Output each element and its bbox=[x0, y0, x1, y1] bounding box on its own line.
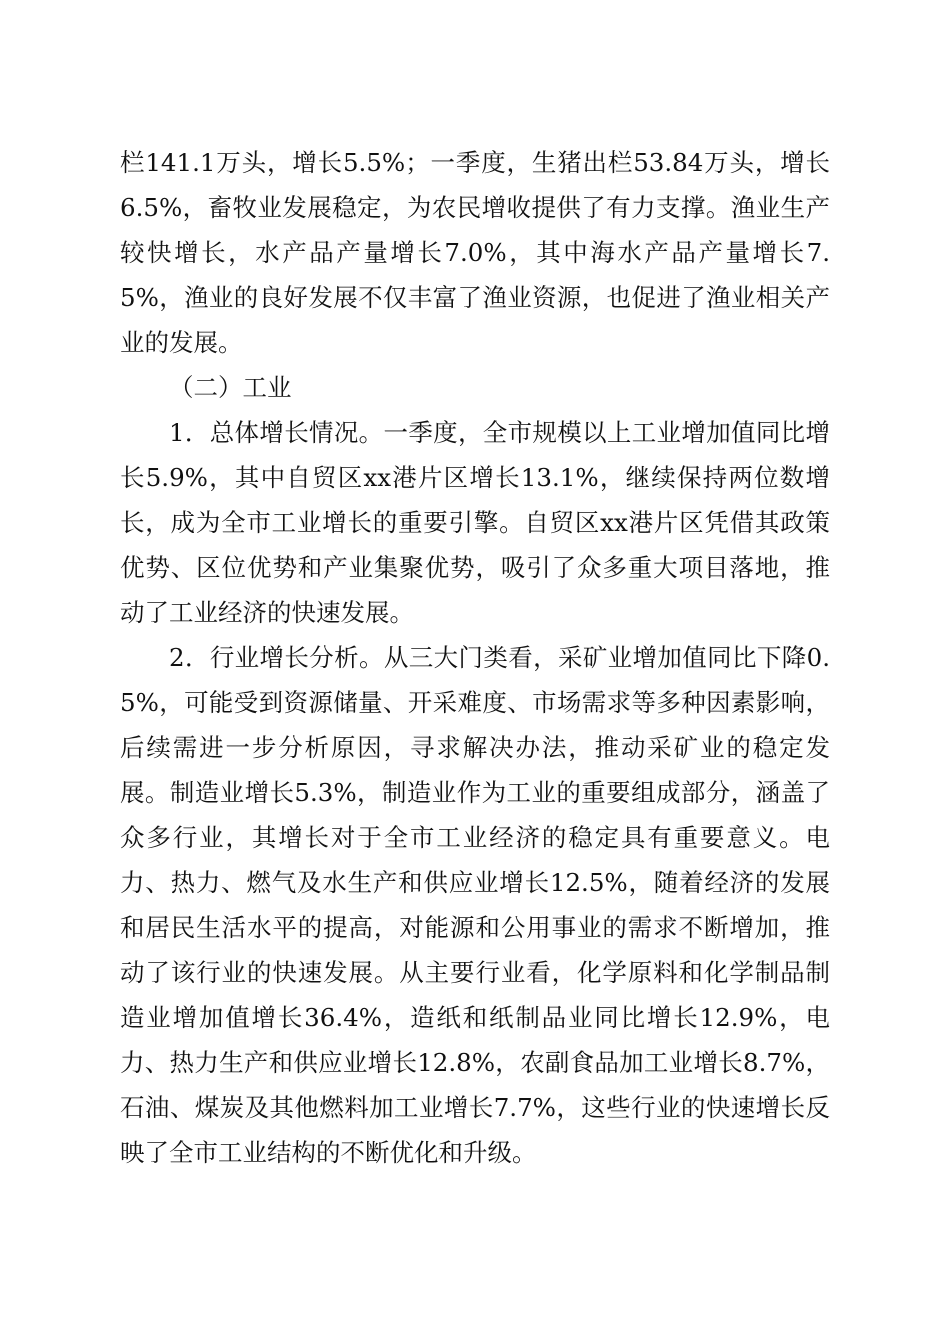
paragraph-livestock-fishery: 栏141.1万头，增长5.5%；一季度，生猪出栏53.84万头，增长6.5%，畜牧业发展稳定，为农民增收提供了有力支撑。渔业生产较快增长，水产品产量增长7.0%，其中海水产品产量增长7.5%，渔业的良好发展不仅丰富了渔业资源，也促进了渔业相关产业的发展。 bbox=[120, 148, 830, 357]
paragraph-overall-growth: 1．总体增长情况。一季度，全市规模以上工业增加值同比增长5.9%，其中自贸区xx港片区增长13.1%，继续保持两位数增长，成为全市工业增长的重要引擎。自贸区xx港片区凭借其政策优势、区位优势和产业集聚优势，吸引了众多重大项目落地，推动了工业经济的快速发展。 bbox=[120, 418, 830, 627]
paragraph-industry-analysis: 2．行业增长分析。从三大门类看，采矿业增加值同比下降0.5%，可能受到资源储量、开采难度、市场需求等多种因素影响，后续需进一步分析原因，寻求解决办法，推动采矿业的稳定发展。制造业增长5.3%，制造业作为工业的重要组成部分，涵盖了众多行业，其增长对于全市工业经济的稳定具有重要意义。电力、热力、燃气及水生产和供应业增长12.5%，随着经济的发展和居民生活水平的提高，对能源和公用事业的需求不断增加，推动了该行业的快速发展。从主要行业看，化学原料和化学制品制造业增加值增长36.4%，造纸和纸制品业同比增长12.9%，电力、热力生产和供应业增长12.8%，农副食品加工业增长8.7%，石油、煤炭及其他燃料加工业增长7.7%，这些行业的快速增长反映了全市工业结构的不断优化和升级。 bbox=[120, 643, 830, 1167]
document-body bbox=[120, 140, 830, 1175]
section-heading-industry: （二）工业 bbox=[169, 373, 292, 402]
